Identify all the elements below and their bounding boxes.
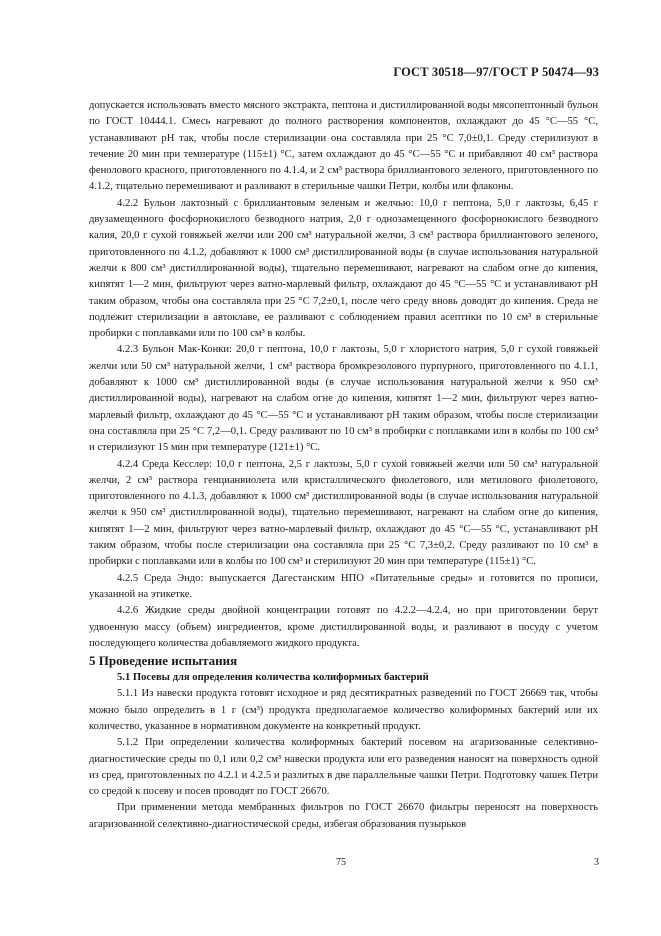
document-body [89, 98, 598, 833]
paragraph-4-2-6: 4.2.6 Жидкие среды двойной концентрации готовят по 4.2.2—4.2.4, но при приготовлении берут удвоенную массу (объем) ингредиентов, кроме дистиллированной воды, и разливают в посуду с учетом последующего количества добавляемого жидкого продукта. [89, 605, 598, 649]
footer-center-number: 75 [336, 857, 346, 868]
section-title: 5 Проведение испытания [89, 653, 238, 669]
subsection-title: 5.1 Посевы для определения количества колиформных бактерий [117, 672, 429, 684]
paragraph-5-1-2: 5.1.2 При определении количества колиформных бактерий посевом на агаризованные селективно-диагностические среды по 0,1 или 0,2 см³ навески продукта или его разведения наносят на поверхность одной из сред, приготовленных по 4.2.1 и 4.2.5 и разлитых в две параллельные чашки Петри. Подготовку чашек Петри со средой к посеву и посев проводят по ГОСТ 26670. [89, 737, 598, 798]
paragraph-4-2-5: 4.2.5 Среда Эндо: выпускается Дагестанским НПО «Питательные среды» и готовится по прописи, указанной на этикетке. [89, 572, 598, 600]
standard-header: ГОСТ 30518—97/ГОСТ Р 50474—93 [393, 65, 599, 79]
paragraph-membrane: При применении метода мембранных фильтров по ГОСТ 26670 фильтры переносят на поверхность агаризованной селективно-диагностической среды, избегая образования пузырьков [89, 802, 598, 830]
paragraph-4-2-4: 4.2.4 Среда Кесслер: 10,0 г пептона, 2,5 г лактозы, 5,0 г сухой говяжьей желчи или 50 см³ натуральной желчи, 2 см³ раствора генцианвиолета или кристаллического фиолетового, или метилового фиолетового, приготовленного по 4.1.3, добавляют к 1000 см³ дистиллированной воды (в случае использования натуральной желчи к 950 см³ дистиллированной воды), тщательно перемешивают, нагревают на слабом огне до кипения, кипятят 1—2 мин, фильтруют через ватно-марлевый фильтр, охлаждают до 45 °С—55 °С, устанавливают рН таким образом, чтобы после стерилизации она составляла при 25 °С 7,3±0,2. Среду разливают по 10 см³ в пробирки с поплавками или в колбы по 100 см³ и стерилизуют 20 мин при температуре (115±1) °С. [89, 458, 598, 568]
paragraph-continuation: допускается использовать вместо мясного экстракта, пептона и дистиллированной воды мясопептонный бульон по ГОСТ 10444.1. Смесь нагревают до полного растворения компонентов, охлаждают до 45 °С—55 °С, устанавливают рН так, чтобы после стерилизации она составляла при 25 °С 7,0±0,1. Среду стерилизуют в течение 20 мин при температуре (115±1) °С, затем охлаждают до 45 °С—55 °С и прибавляют 40 см³ раствора фенолового красного, приготовленного по 4.1.4, и 2 см³ раствора бриллиантового зеленого, приготовленного по 4.1.2, тщательно перемешивают и разливают в стерильные чашки Петри, колбы или флаконы. [89, 100, 598, 193]
page-number: 3 [594, 857, 599, 868]
paragraph-4-2-3: 4.2.3 Бульон Мак-Конки: 20,0 г пептона, 10,0 г лактозы, 5,0 г хлористого натрия, 5,0 г сухой говяжьей желчи или 50 см³ натуральной желчи, 1 см³ раствора бромкрезолового пурпурного, приготовленного по 4.1.1, добавляют к 1000 см³ дистиллированной воды (в случае использования натуральной желчи к 950 см³ дистиллированной воды), нагревают на слабом огне до кипения, кипятят 1—2 мин, фильтруют через ватно-марлевый фильтр, охлаждают до 45 °С—55 °С и устанавливают рН таким образом, чтобы после стерилизации она составляла при 25 °С 7,2—0,1. Среду разливают по 10 см³ в пробирки с поплавками или в колбы по 100 см³ и стерилизуют 15 мин при температуре (121±1) °С. [89, 344, 598, 454]
paragraph-5-1-1: 5.1.1 Из навески продукта готовят исходное и ряд десятикратных разведений по ГОСТ 26669 так, чтобы можно было определить в 1 г (см³) продукта предполагаемое количество колиформных бактерий или их количество, указанное в нормативном документе на конкретный продукт. [89, 688, 598, 732]
paragraph-4-2-2: 4.2.2 Бульон лактозный с бриллиантовым зеленым и желчью: 10,0 г пептона, 5,0 г лактозы, 6,45 г двузамещенного фосфорнокислого безводного натрия, 2,0 г однозамещенного фосфорнокислого безводного калия, 20,0 г сухой говяжьей желчи или 200 см³ натуральной желчи, 3 см³ раствора бриллиантового зеленого, приготовленного по 4.1.2, добавляют к 1000 см³ дистиллированной воды (в случае использования натуральной желчи к 800 см³ дистиллированной воды), тщательно перемешивают, нагревают на слабом огне до кипения, кипятят 1—2 мин, фильтруют через ватно-марлевый фильтр, охлаждают до 45 °С—55 °С и устанавливают рН таким образом, чтобы она составляла при 25 °С 7,2±0,1, после чего среду вновь доводят до кипения. Среда не подлежит стерилизации в автоклаве, ее разливают с соблюдением правил асептики по 10 см³ в стерильные пробирки с поплавками или по 100 см³ в колбы. [89, 197, 598, 340]
